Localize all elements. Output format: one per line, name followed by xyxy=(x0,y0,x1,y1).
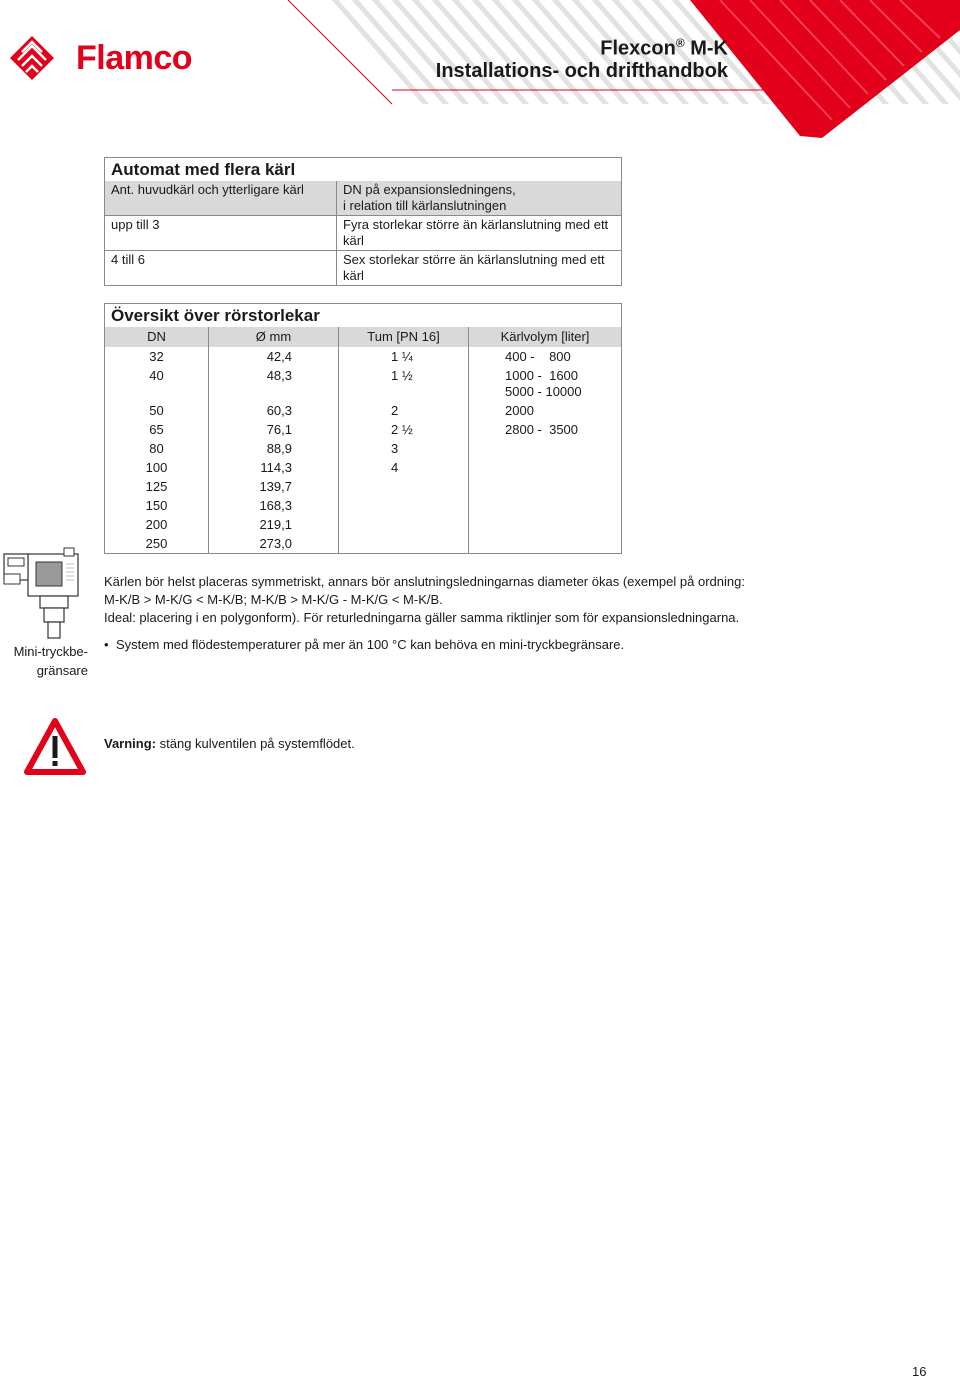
pipe-size-table xyxy=(104,303,622,554)
table-cell: 125 xyxy=(145,479,168,494)
table-cell: 40 xyxy=(149,368,164,383)
table-cell: 1 ¼ xyxy=(339,347,469,366)
column-header: Kärlvolym [liter] xyxy=(469,327,622,347)
table-row xyxy=(105,458,622,477)
table-cell xyxy=(469,534,622,554)
flamco-logo-icon xyxy=(10,36,70,88)
device-caption: Mini-tryckbe- gränsare xyxy=(13,644,88,678)
table-cell xyxy=(469,366,622,401)
table-row xyxy=(105,216,622,251)
table-cell xyxy=(469,515,622,534)
table-cell: 4 till 6 xyxy=(105,251,337,286)
warning-triangle-icon xyxy=(24,718,86,776)
volume-range: 1000 - 1600 xyxy=(505,368,579,383)
column-header: Tum [PN 16] xyxy=(339,327,469,347)
warning-message: stäng kulventilen på systemflödet. xyxy=(156,736,355,751)
table-cell: 150 xyxy=(145,498,168,513)
column-header: DN xyxy=(105,327,209,347)
table-row xyxy=(105,347,622,366)
table-cell: 48,3 xyxy=(209,366,339,401)
volume-range: 2800 - 3500 xyxy=(505,422,579,437)
bullet-marker: • xyxy=(104,637,109,652)
table-cell: 219,1 xyxy=(209,515,339,534)
table-row xyxy=(105,251,622,286)
table-cell: 50 xyxy=(149,403,164,418)
table-cell: 200 xyxy=(145,517,168,532)
column-header: DN på expansionsledningens, i relation till kärlanslutningen xyxy=(337,181,622,216)
table-cell: Fyra storlekar större än kärlanslutning med ett kärl xyxy=(337,216,622,251)
table-cell: 65 xyxy=(149,422,164,437)
volume-range: 2000 xyxy=(505,403,534,418)
product-name: Flexcon® M-K xyxy=(600,36,728,60)
table-cell: 273,0 xyxy=(209,534,339,554)
placement-paragraph: Kärlen bör helst placeras symmetriskt, annars bör anslutningsledningarnas diameter ökas (exempel på ordning: M-K/B > M-K/G < M-K/B; M-K/B > M-K/G - M-K/G < M-K/B. Ideal: placering i en polygonform). För returledningarna gäller samma riktlinjer som för expansionsledningarna. xyxy=(104,574,745,625)
table-cell: 168,3 xyxy=(209,496,339,515)
table-row xyxy=(105,439,622,458)
table-cell: 2 ½ xyxy=(339,420,469,439)
table-cell xyxy=(469,401,622,420)
bullet-text: System med flödestemperaturer på mer än 100 °C kan behöva en mini-tryckbegränsare. xyxy=(116,637,625,652)
flamco-logo xyxy=(10,36,210,86)
table-cell xyxy=(339,515,469,534)
table-cell: 1 ½ xyxy=(339,366,469,401)
pressure-limiter-icon xyxy=(0,546,90,644)
table-cell xyxy=(469,439,622,458)
logo-text: Flamco xyxy=(76,39,193,77)
column-header: Ant. huvudkärl och ytterligare kärl xyxy=(105,181,337,216)
table-cell: 3 xyxy=(339,439,469,458)
table-cell: Sex storlekar större än kärlanslutning med ett kärl xyxy=(337,251,622,286)
warning-text xyxy=(104,735,355,753)
table-row xyxy=(105,496,622,515)
table-cell xyxy=(469,458,622,477)
page-number: 16 xyxy=(912,1364,927,1379)
table-cell: 114,3 xyxy=(209,458,339,477)
table-cell: 139,7 xyxy=(209,477,339,496)
table-cell: 250 xyxy=(145,536,168,551)
table-title: Automat med flera kärl xyxy=(111,160,296,179)
table-cell: 100 xyxy=(145,460,168,475)
table-cell: 60,3 xyxy=(209,401,339,420)
table-row xyxy=(105,477,622,496)
table-cell: upp till 3 xyxy=(105,216,337,251)
warning-label: Varning: xyxy=(104,736,157,751)
table-cell xyxy=(469,347,622,366)
table-cell xyxy=(469,420,622,439)
table-cell xyxy=(469,477,622,496)
table-cell: 80 xyxy=(149,441,164,456)
table-cell xyxy=(339,496,469,515)
column-header: Ø mm xyxy=(209,327,339,347)
table-row xyxy=(105,401,622,420)
table-cell xyxy=(469,496,622,515)
document-subtitle: Installations- och drifthandbok xyxy=(435,59,728,82)
table-cell: 4 xyxy=(339,458,469,477)
volume-range: 400 - 800 xyxy=(505,349,571,364)
volume-range: 5000 - 10000 xyxy=(505,384,582,399)
table-title: Översikt över rörstorlekar xyxy=(111,306,320,325)
table-row xyxy=(105,515,622,534)
table-row xyxy=(105,534,622,554)
table-cell: 42,4 xyxy=(209,347,339,366)
table-cell: 88,9 xyxy=(209,439,339,458)
table-cell: 32 xyxy=(149,349,164,364)
table-cell: 2 xyxy=(339,401,469,420)
table-row xyxy=(105,366,622,401)
document-title xyxy=(436,32,728,82)
table-row xyxy=(105,420,622,439)
multi-vessel-table xyxy=(104,157,622,286)
table-cell: 76,1 xyxy=(209,420,339,439)
table-cell xyxy=(339,534,469,554)
table-cell xyxy=(339,477,469,496)
table-body xyxy=(105,347,622,554)
bullet-item xyxy=(104,636,624,654)
